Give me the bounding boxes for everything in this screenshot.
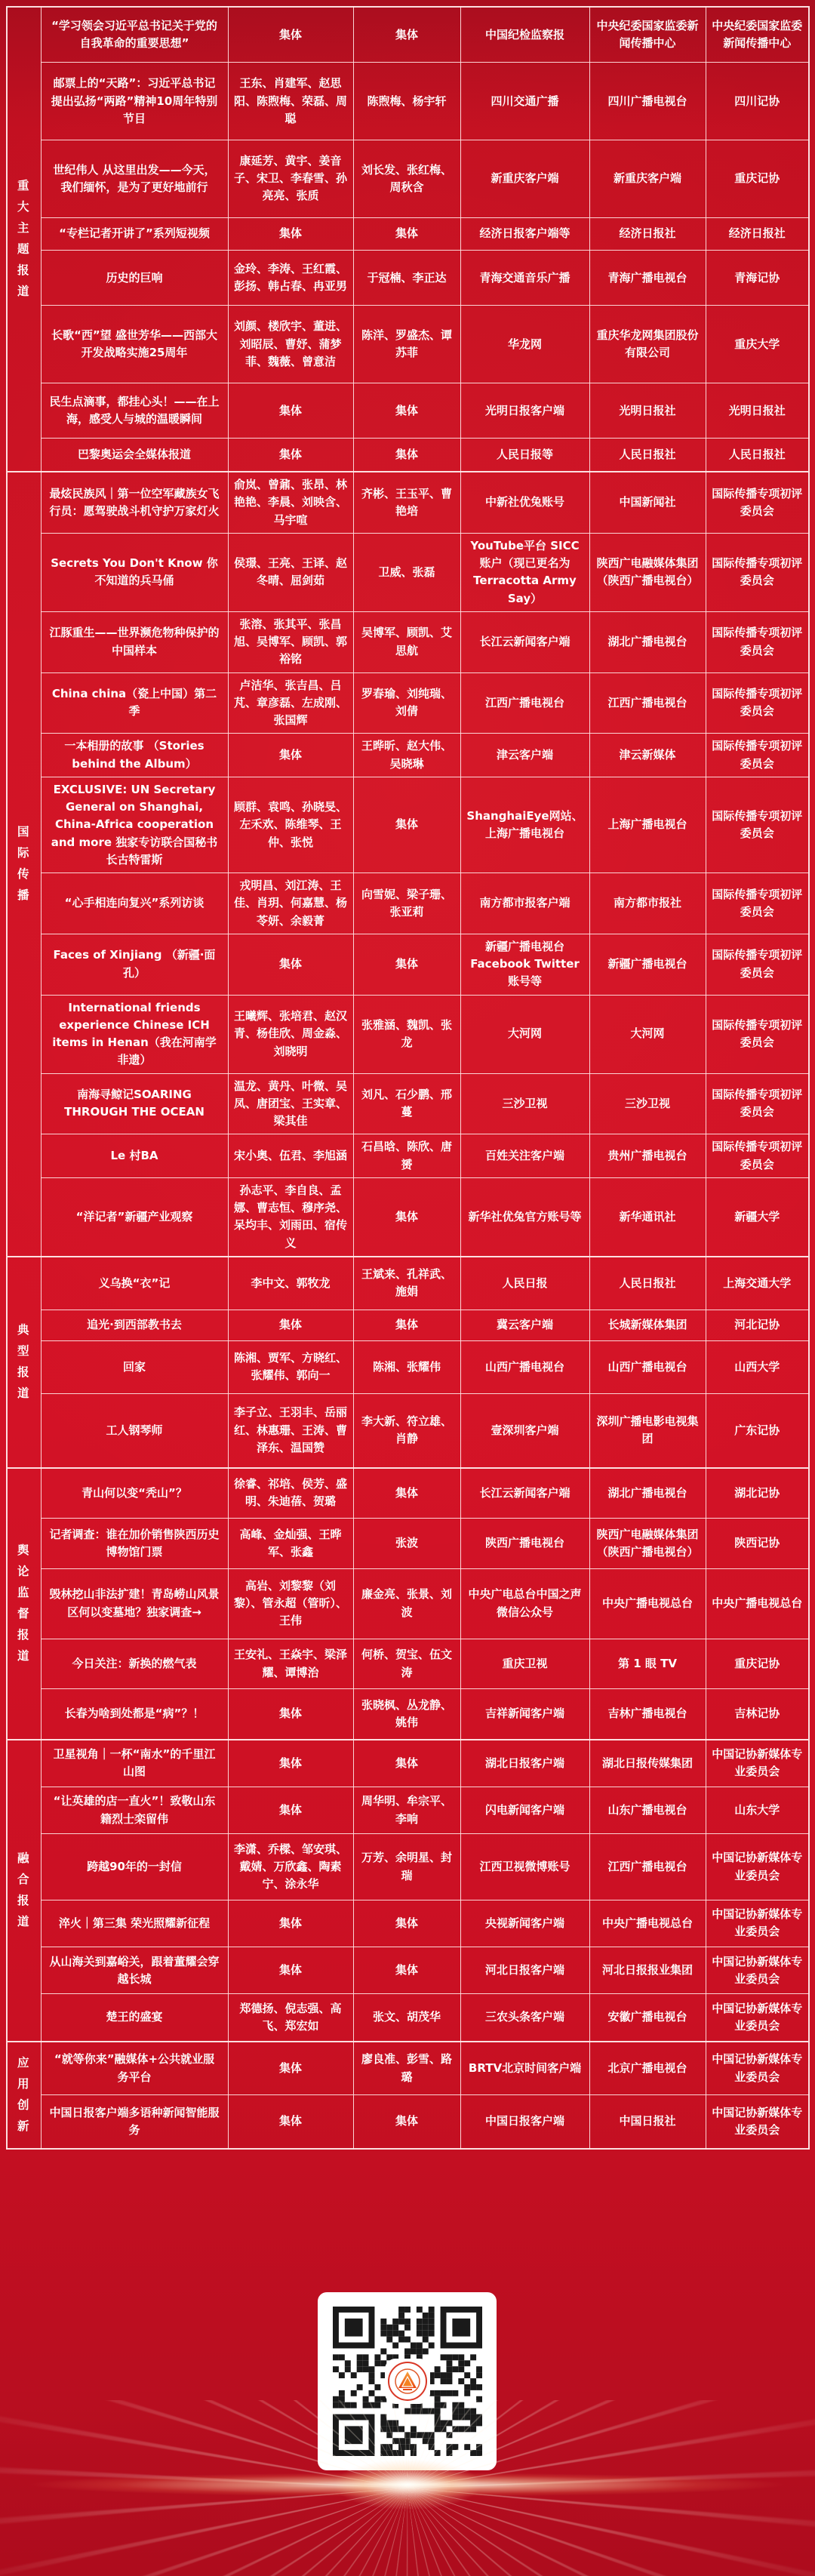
cell-unit: 贵州广播电视台 [589, 1134, 706, 1178]
cell-authors: 集体 [228, 217, 353, 251]
cell-editors: 卫威、张磊 [353, 533, 460, 611]
cell-authors: 宋小奥、伍君、李旭涵 [228, 1134, 353, 1178]
cell-editors: 集体 [353, 777, 460, 873]
cell-recommender: 国际传播专项初评委员会 [706, 472, 809, 533]
cell-authors: 集体 [228, 383, 353, 439]
award-row [7, 1519, 809, 1568]
cell-editors: 刘长发、张红梅、周秋含 [353, 140, 460, 217]
cell-title: 长春为啥到处都是“病”？！ [41, 1689, 228, 1740]
cell-editors: 张晓枫、丛龙静、姚伟 [353, 1689, 460, 1740]
cell-recommender: 光明日报社 [706, 383, 809, 439]
award-row [7, 1468, 809, 1519]
cell-recommender: 陕西记协 [706, 1519, 809, 1568]
award-row [7, 1134, 809, 1178]
cell-title: 工人钢琴师 [41, 1393, 228, 1468]
cell-recommender: 中国记协新媒体专业委员会 [706, 1834, 809, 1900]
cell-authors: 陈湘、贾军、方晓红、张耀伟、郭向一 [228, 1341, 353, 1394]
cell-unit: 青海广播电视台 [589, 251, 706, 306]
cell-platform: BRTV北京时间客户端 [460, 2042, 589, 2095]
award-row [7, 934, 809, 995]
cell-title: 从山海关到嘉峪关，跟着董耀会穿越长城 [41, 1947, 228, 1994]
cell-recommender: 中国记协新媒体专业委员会 [706, 2095, 809, 2149]
award-row [7, 1740, 809, 1787]
cell-unit: 湖北日报传媒集团 [589, 1740, 706, 1787]
cell-recommender: 重庆记协 [706, 140, 809, 217]
qr-code [318, 2292, 497, 2470]
cell-title: Faces of Xinjiang （新疆·面孔） [41, 934, 228, 995]
cell-title: 邮票上的“天路”：习近平总书记提出弘扬“两路”精神10周年特别节目 [41, 63, 228, 140]
cell-title: “专栏记者开讲了”系列短视频 [41, 217, 228, 251]
cell-editors: 石昌晗、陈欣、唐赟 [353, 1134, 460, 1178]
cell-recommender: 上海交通大学 [706, 1257, 809, 1310]
cell-authors: 温龙、黄丹、叶微、吴凤、唐团宝、王实章、梁其佳 [228, 1073, 353, 1134]
cell-platform: 人民日报等 [460, 439, 589, 472]
cell-authors: 高峰、金灿强、王晔军、张鑫 [228, 1519, 353, 1568]
cell-authors: 集体 [228, 1689, 353, 1740]
section-label: 重大主题报道 [7, 7, 41, 472]
cell-authors: 康延芳、黄宇、姜音子、宋卫、李春雪、孙亮亮、张质 [228, 140, 353, 217]
cell-recommender: 国际传播专项初评委员会 [706, 533, 809, 611]
cell-unit: 新疆广播电视台 [589, 934, 706, 995]
cell-title: China china（瓷上中国）第二季 [41, 672, 228, 734]
section-label: 应用创新 [7, 2042, 41, 2149]
award-row [7, 306, 809, 383]
cell-editors: 集体 [353, 1740, 460, 1787]
cell-recommender: 山东大学 [706, 1787, 809, 1834]
cell-title: “心手相连向复兴”系列访谈 [41, 873, 228, 934]
cell-platform: 光明日报客户端 [460, 383, 589, 439]
cell-authors: 集体 [228, 2042, 353, 2095]
award-row [7, 217, 809, 251]
cell-editors: 陈煦梅、杨宇轩 [353, 63, 460, 140]
cell-authors: 李中文、郭牧龙 [228, 1257, 353, 1310]
cell-authors: 高岩、刘黎黎（刘黎）、管永超（管昕）、王伟 [228, 1568, 353, 1639]
journalists-association-emblem-icon [388, 2362, 427, 2401]
award-section [7, 1740, 809, 2042]
award-row [7, 472, 809, 533]
award-row [7, 2042, 809, 2095]
cell-authors: 刘颜、楼欣宇、董进、刘昭辰、曹妤、蒲梦菲、魏薇、曾意洁 [228, 306, 353, 383]
cell-recommender: 国际传播专项初评委员会 [706, 777, 809, 873]
cell-editors: 王晔昕、赵大伟、吴晓琳 [353, 734, 460, 777]
cell-recommender: 河北记协 [706, 1310, 809, 1341]
cell-unit: 中央广播电视总台 [589, 1900, 706, 1947]
cell-title: “让英雄的店一直火”！致敬山东籍烈士栾留伟 [41, 1787, 228, 1834]
cell-authors: 集体 [228, 439, 353, 472]
cell-unit: 新华通讯社 [589, 1177, 706, 1257]
cell-unit: 上海广播电视台 [589, 777, 706, 873]
cell-platform: 三沙卫视 [460, 1073, 589, 1134]
cell-unit: 安徽广播电视台 [589, 1994, 706, 2042]
cell-authors: 张溶、张其平、张昌旭、吴博军、顾凯、郭裕铭 [228, 611, 353, 672]
cell-platform: 青海交通音乐广播 [460, 251, 589, 306]
award-row [7, 777, 809, 873]
award-row [7, 7, 809, 63]
cell-title: 回家 [41, 1341, 228, 1394]
cell-authors: 集体 [228, 734, 353, 777]
cell-unit: 中国新闻社 [589, 472, 706, 533]
cell-platform: YouTube平台 SICC账户（现已更名为 Terracotta Army Say） [460, 533, 589, 611]
cell-recommender: 中央纪委国家监委新闻传播中心 [706, 7, 809, 63]
cell-platform: 长江云新闻客户端 [460, 611, 589, 672]
cell-recommender: 湖北记协 [706, 1468, 809, 1519]
cell-title: 中国日报客户端多语种新闻智能服务 [41, 2095, 228, 2149]
cell-recommender: 重庆记协 [706, 1639, 809, 1688]
cell-recommender: 国际传播专项初评委员会 [706, 611, 809, 672]
award-section [7, 2042, 809, 2149]
cell-title: 淬火｜第三集 荣光照耀新征程 [41, 1900, 228, 1947]
awards-table [6, 6, 810, 2150]
cell-unit: 中国日报社 [589, 2095, 706, 2149]
cell-title: 江豚重生——世界濒危物种保护的中国样本 [41, 611, 228, 672]
cell-editors: 集体 [353, 1947, 460, 1994]
cell-unit: 山东广播电视台 [589, 1787, 706, 1834]
cell-editors: 集体 [353, 2095, 460, 2149]
cell-authors: 集体 [228, 2095, 353, 2149]
cell-recommender: 人民日报社 [706, 439, 809, 472]
cell-recommender: 国际传播专项初评委员会 [706, 734, 809, 777]
cell-recommender: 中国记协新媒体专业委员会 [706, 1900, 809, 1947]
cell-platform: 南方都市报客户端 [460, 873, 589, 934]
cell-authors: 集体 [228, 1740, 353, 1787]
cell-title: “就等你来”融媒体+公共就业服务平台 [41, 2042, 228, 2095]
award-row [7, 439, 809, 472]
cell-unit: 人民日报社 [589, 1257, 706, 1310]
cell-editors: 集体 [353, 1900, 460, 1947]
cell-editors: 集体 [353, 7, 460, 63]
cell-authors: 俞岚、曾鼐、张昂、林艳艳、李晨、刘映含、马宇喧 [228, 472, 353, 533]
cell-unit: 四川广播电视台 [589, 63, 706, 140]
cell-recommender: 国际传播专项初评委员会 [706, 934, 809, 995]
cell-platform: 陕西广播电视台 [460, 1519, 589, 1568]
cell-recommender: 国际传播专项初评委员会 [706, 995, 809, 1073]
cell-authors: 集体 [228, 1947, 353, 1994]
cell-platform: 人民日报 [460, 1257, 589, 1310]
cell-unit: 湖北广播电视台 [589, 611, 706, 672]
award-row [7, 1310, 809, 1341]
cell-editors: 集体 [353, 383, 460, 439]
cell-unit: 吉林广播电视台 [589, 1689, 706, 1740]
cell-title: 卫星视角｜一杯“南水”的千里江山图 [41, 1740, 228, 1787]
cell-recommender: 国际传播专项初评委员会 [706, 672, 809, 734]
cell-unit: 人民日报社 [589, 439, 706, 472]
cell-platform: 河北日报客户端 [460, 1947, 589, 1994]
award-row [7, 2095, 809, 2149]
cell-platform: 央视新闻客户端 [460, 1900, 589, 1947]
award-section [7, 472, 809, 1257]
cell-recommender: 国际传播专项初评委员会 [706, 873, 809, 934]
cell-authors: 集体 [228, 1787, 353, 1834]
award-row [7, 140, 809, 217]
award-row [7, 1393, 809, 1468]
award-row [7, 611, 809, 672]
award-row [7, 995, 809, 1073]
cell-unit: 南方都市报社 [589, 873, 706, 934]
cell-editors: 集体 [353, 1468, 460, 1519]
section-label: 舆论监督报道 [7, 1468, 41, 1740]
award-row [7, 533, 809, 611]
cell-title: 义乌换“衣”记 [41, 1257, 228, 1310]
cell-editors: 陈洋、罗盛杰、谭苏菲 [353, 306, 460, 383]
award-section [7, 1257, 809, 1468]
cell-authors: 卢洁华、张吉昌、吕芃、章彦磊、左成刚、张国辉 [228, 672, 353, 734]
cell-platform: 华龙网 [460, 306, 589, 383]
cell-editors: 陈湘、张耀伟 [353, 1341, 460, 1394]
cell-recommender: 中国记协新媒体专业委员会 [706, 2042, 809, 2095]
cell-editors: 王斌来、孔祥武、施娟 [353, 1257, 460, 1310]
cell-platform: 四川交通广播 [460, 63, 589, 140]
cell-editors: 万芳、余明星、封瑞 [353, 1834, 460, 1900]
award-row [7, 1689, 809, 1740]
cell-platform: 山西广播电视台 [460, 1341, 589, 1394]
cell-recommender: 中国记协新媒体专业委员会 [706, 1740, 809, 1787]
cell-title: 毁林挖山非法扩建！青岛崂山风景区何以变墓地？独家调查→ [41, 1568, 228, 1639]
cell-unit: 光明日报社 [589, 383, 706, 439]
cell-unit: 陕西广电融媒体集团（陕西广播电视台） [589, 533, 706, 611]
cell-recommender: 山西大学 [706, 1341, 809, 1394]
cell-title: 长歌“西”望 盛世芳华——西部大开发战略实施25周年 [41, 306, 228, 383]
award-section [7, 1468, 809, 1740]
cell-title: 世纪伟人 从这里出发——今天，我们缅怀，是为了更好地前行 [41, 140, 228, 217]
cell-authors: 集体 [228, 7, 353, 63]
cell-editors: 周华明、牟宗平、李响 [353, 1787, 460, 1834]
cell-title: International friends experience Chinese ICH items in Henan（我在河南学非遗） [41, 995, 228, 1073]
cell-platform: 闪电新闻客户端 [460, 1787, 589, 1834]
cell-authors: 王曦辉、张培君、赵汉青、杨佳欣、周金淼、刘晓明 [228, 995, 353, 1073]
cell-title: 最炫民族风｜第一位空军藏族女飞行员：愿驾驶战斗机守护万家灯火 [41, 472, 228, 533]
cell-editors: 张波 [353, 1519, 460, 1568]
award-row [7, 1834, 809, 1900]
cell-authors: 李子立、王羽丰、岳丽红、林惠珊、王涛、曹泽东、温国赞 [228, 1393, 353, 1468]
award-row [7, 1341, 809, 1394]
cell-unit: 河北日报报业集团 [589, 1947, 706, 1994]
cell-title: 跨越90年的一封信 [41, 1834, 228, 1900]
cell-platform: 新重庆客户端 [460, 140, 589, 217]
award-row [7, 1257, 809, 1310]
cell-recommender: 中国记协新媒体专业委员会 [706, 1994, 809, 2042]
qr-center-logo [386, 2360, 429, 2402]
cell-platform: 新疆广播电视台 Facebook Twitter 账号等 [460, 934, 589, 995]
cell-authors: 集体 [228, 1310, 353, 1341]
cell-unit: 三沙卫视 [589, 1073, 706, 1134]
cell-recommender: 中央广播电视总台 [706, 1568, 809, 1639]
cell-unit: 第 1 眼 TV [589, 1639, 706, 1688]
award-row [7, 1994, 809, 2042]
cell-platform: 中新社优兔账号 [460, 472, 589, 533]
cell-authors: 顾群、袁鸣、孙晓旻、左禾欢、陈维琴、王仲、张悦 [228, 777, 353, 873]
cell-authors: 戎明昌、刘江涛、王佳、肖玥、何嘉慧、杨苓妍、余毅菁 [228, 873, 353, 934]
award-row [7, 873, 809, 934]
cell-recommender: 吉林记协 [706, 1689, 809, 1740]
cell-title: 追光·到西部教书去 [41, 1310, 228, 1341]
cell-unit: 陕西广电融媒体集团（陕西广播电视台） [589, 1519, 706, 1568]
cell-editors: 齐彬、王玉平、曹艳培 [353, 472, 460, 533]
cell-recommender: 重庆大学 [706, 306, 809, 383]
cell-recommender: 经济日报社 [706, 217, 809, 251]
cell-unit: 山西广播电视台 [589, 1341, 706, 1394]
cell-platform: ShanghaiEye网站、上海广播电视台 [460, 777, 589, 873]
cell-editors: 向雪妮、梁子珊、张亚莉 [353, 873, 460, 934]
cell-platform: 壹深圳客户端 [460, 1393, 589, 1468]
cell-authors: 孙志平、李自良、孟娜、曹志恒、穆序尧、呆均丰、刘雨田、宿传义 [228, 1177, 353, 1257]
cell-platform: 中央广电总台中国之声微信公众号 [460, 1568, 589, 1639]
cell-editors: 李大新、符立雄、肖静 [353, 1393, 460, 1468]
award-section [7, 7, 809, 472]
award-row [7, 1787, 809, 1834]
cell-platform: 重庆卫视 [460, 1639, 589, 1688]
cell-title: “学习领会习近平总书记关于党的自我革命的重要思想” [41, 7, 228, 63]
cell-editors: 刘凡、石少鹏、邢蔓 [353, 1073, 460, 1134]
cell-editors: 集体 [353, 217, 460, 251]
cell-editors: 集体 [353, 1177, 460, 1257]
award-row [7, 1568, 809, 1639]
award-row [7, 383, 809, 439]
cell-title: 青山何以变“秃山”？ [41, 1468, 228, 1519]
cell-editors: 集体 [353, 439, 460, 472]
cell-title: 今日关注：新换的燃气表 [41, 1639, 228, 1688]
cell-unit: 江西广播电视台 [589, 672, 706, 734]
cell-title: 记者调查：谁在加价销售陕西历史博物馆门票 [41, 1519, 228, 1568]
cell-title: 一本相册的故事 （Stories behind the Album） [41, 734, 228, 777]
cell-authors: 徐睿、祁培、侯芳、盛明、朱迪蓓、贺璐 [228, 1468, 353, 1519]
award-row [7, 1900, 809, 1947]
section-label: 融合报道 [7, 1740, 41, 2042]
cell-title: 南海寻鲸记SOARING THROUGH THE OCEAN [41, 1073, 228, 1134]
award-row [7, 1639, 809, 1688]
cell-platform: 百姓关注客户端 [460, 1134, 589, 1178]
cell-title: 巴黎奥运会全媒体报道 [41, 439, 228, 472]
awards-table-wrapper [6, 6, 809, 2137]
cell-unit: 经济日报社 [589, 217, 706, 251]
cell-editors: 集体 [353, 1310, 460, 1341]
cell-title: 历史的巨响 [41, 251, 228, 306]
cell-authors: 王安礼、王焱宇、梁泽耀、谭博治 [228, 1639, 353, 1688]
cell-authors: 李潇、乔樑、邹安琪、戴婧、万欣鑫、陶素宁、涂永华 [228, 1834, 353, 1900]
cell-editors: 罗春瑜、刘纯瑞、刘倩 [353, 672, 460, 734]
cell-authors: 王东、肖建军、赵思阳、陈煦梅、荣磊、周聪 [228, 63, 353, 140]
cell-title: 民生点滴事，都挂心头！——在上海，感受人与城的温暖瞬间 [41, 383, 228, 439]
cell-title: EXCLUSIVE: UN Secretary General on Shanghai, China-Africa cooperation and more 独家专访联合国秘书长古特雷斯 [41, 777, 228, 873]
cell-unit: 长城新媒体集团 [589, 1310, 706, 1341]
cell-unit: 重庆华龙网集团股份有限公司 [589, 306, 706, 383]
cell-editors: 张雅涵、魏凯、张龙 [353, 995, 460, 1073]
cell-unit: 中央纪委国家监委新闻传播中心 [589, 7, 706, 63]
cell-platform: 经济日报客户端等 [460, 217, 589, 251]
cell-editors: 于冠楠、李正达 [353, 251, 460, 306]
award-row [7, 63, 809, 140]
cell-platform: 中国日报客户端 [460, 2095, 589, 2149]
cell-platform: 湖北日报客户端 [460, 1740, 589, 1787]
horizontal-flare [0, 2470, 815, 2500]
award-row [7, 734, 809, 777]
cell-unit: 北京广播电视台 [589, 2042, 706, 2095]
cell-platform: 中国纪检监察报 [460, 7, 589, 63]
cell-unit: 中央广播电视总台 [589, 1568, 706, 1639]
cell-unit: 湖北广播电视台 [589, 1468, 706, 1519]
cell-recommender: 新疆大学 [706, 1177, 809, 1257]
cell-recommender: 青海记协 [706, 251, 809, 306]
cell-authors: 集体 [228, 934, 353, 995]
cell-unit: 深圳广播电影电视集团 [589, 1393, 706, 1468]
cell-editors: 廖良准、彭雪、路璐 [353, 2042, 460, 2095]
cell-editors: 何桥、贺宝、伍文涛 [353, 1639, 460, 1688]
section-label: 国际传播 [7, 472, 41, 1257]
cell-authors: 侯璟、王亮、王译、赵冬晴、屈剑茹 [228, 533, 353, 611]
cell-title: Secrets You Don't Know 你不知道的兵马俑 [41, 533, 228, 611]
cell-unit: 津云新媒体 [589, 734, 706, 777]
cell-authors: 金玲、李涛、王红霞、彭扬、韩占春、冉亚男 [228, 251, 353, 306]
cell-unit: 大河网 [589, 995, 706, 1073]
award-row [7, 1177, 809, 1257]
cell-authors: 集体 [228, 1900, 353, 1947]
cell-unit: 江西广播电视台 [589, 1834, 706, 1900]
section-label: 典型报道 [7, 1257, 41, 1468]
cell-title: Le 村BA [41, 1134, 228, 1178]
cell-unit: 新重庆客户端 [589, 140, 706, 217]
cell-recommender: 四川记协 [706, 63, 809, 140]
cell-editors: 张文、胡茂华 [353, 1994, 460, 2042]
cell-recommender: 广东记协 [706, 1393, 809, 1468]
cell-platform: 津云客户端 [460, 734, 589, 777]
cell-platform: 江西广播电视台 [460, 672, 589, 734]
cell-platform: 长江云新闻客户端 [460, 1468, 589, 1519]
cell-platform: 大河网 [460, 995, 589, 1073]
award-row [7, 1947, 809, 1994]
cell-editors: 廉金亮、张景、刘波 [353, 1568, 460, 1639]
cell-platform: 冀云客户端 [460, 1310, 589, 1341]
cell-platform: 江西卫视微博账号 [460, 1834, 589, 1900]
cell-authors: 郑德扬、倪志强、高飞、郑宏如 [228, 1994, 353, 2042]
cell-recommender: 国际传播专项初评委员会 [706, 1073, 809, 1134]
cell-platform: 新华社优兔官方账号等 [460, 1177, 589, 1257]
award-row [7, 672, 809, 734]
award-row [7, 1073, 809, 1134]
cell-title: “洋记者”新疆产业观察 [41, 1177, 228, 1257]
cell-title: 楚王的盛宴 [41, 1994, 228, 2042]
cell-editors: 集体 [353, 934, 460, 995]
award-row [7, 251, 809, 306]
cell-platform: 吉祥新闻客户端 [460, 1689, 589, 1740]
cell-recommender: 国际传播专项初评委员会 [706, 1134, 809, 1178]
cell-platform: 三农头条客户端 [460, 1994, 589, 2042]
cell-recommender: 中国记协新媒体专业委员会 [706, 1947, 809, 1994]
cell-editors: 吴博军、顾凯、艾思航 [353, 611, 460, 672]
